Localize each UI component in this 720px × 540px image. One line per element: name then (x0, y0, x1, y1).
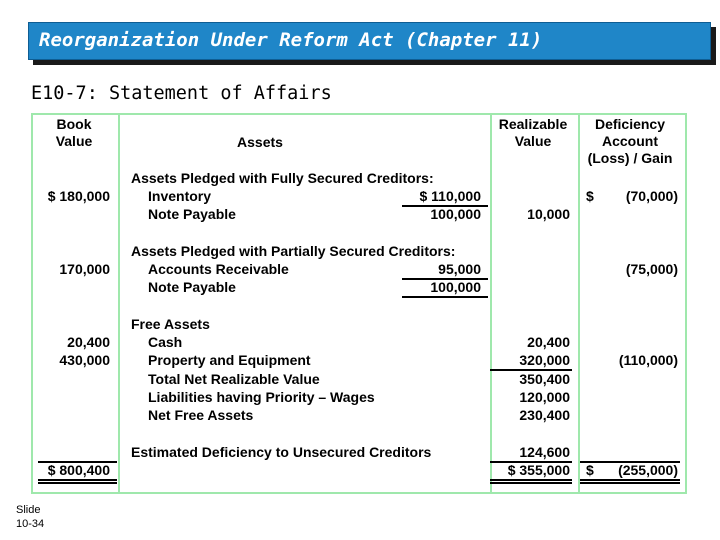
free-row-cash-label: Cash (148, 334, 183, 350)
total-deficiency-double-2 (580, 482, 680, 484)
rule-book-right (118, 113, 120, 494)
header-deficiency-line1: Deficiency (594, 116, 666, 132)
total-realizable: $ 355,000 (507, 462, 570, 478)
rule-left (31, 113, 33, 494)
estimated-deficiency-label: Estimated Deficiency to Unsecured Creditors (131, 444, 432, 460)
slide-label: Slide (16, 504, 41, 516)
partially-secured-deficiency: (75,000) (625, 261, 678, 277)
header-deficiency-line3: (Loss) / Gain (587, 150, 673, 166)
free-row-cash-realizable: 20,400 (527, 334, 570, 350)
partially-secured-underline-bottom (402, 296, 488, 298)
partially-secured-note-label: Note Payable (148, 279, 236, 295)
partially-secured-note-amount: 100,000 (430, 279, 481, 295)
header-deficiency-line2: Account (602, 133, 658, 149)
partially-secured-heading: Assets Pledged with Partially Secured Creditors: (131, 243, 456, 259)
fully-secured-underline (402, 205, 488, 207)
partially-secured-ar-label: Accounts Receivable (148, 261, 289, 277)
slide-number-value: 10-34 (16, 518, 45, 530)
rule-realizable-right (578, 113, 580, 494)
total-book-double-1 (38, 479, 117, 481)
rule-right (685, 113, 687, 494)
total-book-double-2 (38, 482, 117, 484)
header-deficiency (578, 116, 682, 167)
title-bar (28, 22, 711, 60)
slide-title: Reorganization Under Reform Act (Chapter 11) (39, 29, 543, 51)
header-book-line2: Value (55, 133, 93, 149)
fully-secured-note-label: Note Payable (148, 206, 236, 222)
free-row-property-realizable: 320,000 (519, 352, 570, 368)
partially-secured-book: 170,000 (59, 261, 110, 277)
partially-secured-ar-amount: 95,000 (438, 261, 481, 277)
fully-secured-deficiency-sym: $ (586, 188, 594, 204)
total-realizable-double-2 (490, 482, 572, 484)
free-row-cash-book: 20,400 (67, 334, 110, 350)
header-realizable-line2: Value (514, 133, 552, 149)
total-book: $ 800,400 (47, 462, 110, 478)
free-row-property-label: Property and Equipment (148, 352, 311, 368)
total-deficiency-double-1 (580, 479, 680, 481)
fully-secured-deficiency: (70,000) (625, 188, 678, 204)
free-row-total-realizable: 350,400 (519, 371, 570, 387)
header-realizable-line1: Realizable (498, 116, 568, 132)
exercise-subtitle: E10-7: Statement of Affairs (31, 83, 332, 104)
estimated-deficiency-realizable: 124,600 (519, 444, 570, 460)
header-book-line1: Book (56, 116, 92, 132)
fully-secured-item-label: Inventory (148, 188, 212, 204)
rule-top (31, 113, 687, 115)
free-row-wages-label: Liabilities having Priority – Wages (148, 389, 375, 405)
fully-secured-book: $ 180,000 (47, 188, 110, 204)
free-row-net-label: Net Free Assets (148, 407, 254, 423)
free-row-total-label: Total Net Realizable Value (148, 371, 320, 387)
partially-secured-underline (402, 278, 488, 280)
header-assets: Assets (237, 134, 283, 150)
free-row-property-book: 430,000 (59, 352, 110, 368)
free-row-net-realizable: 230,400 (519, 407, 570, 423)
free-row-property-deficiency: (110,000) (618, 352, 678, 368)
free-row-wages-realizable: 120,000 (519, 389, 570, 405)
header-book (36, 116, 112, 150)
rule-assets-right (490, 113, 492, 494)
fully-secured-item-amount: $ 110,000 (419, 188, 481, 204)
total-realizable-double-1 (490, 479, 572, 481)
rule-bottom (31, 492, 687, 494)
total-deficiency-sym: $ (586, 462, 594, 478)
fully-secured-realizable: 10,000 (527, 206, 570, 222)
header-realizable (490, 116, 576, 150)
total-deficiency: (255,000) (618, 462, 678, 478)
slide-number (16, 503, 44, 531)
fully-secured-heading: Assets Pledged with Fully Secured Creditors: (131, 170, 434, 186)
fully-secured-note-amount: 100,000 (430, 206, 481, 222)
free-assets-heading: Free Assets (131, 316, 210, 332)
